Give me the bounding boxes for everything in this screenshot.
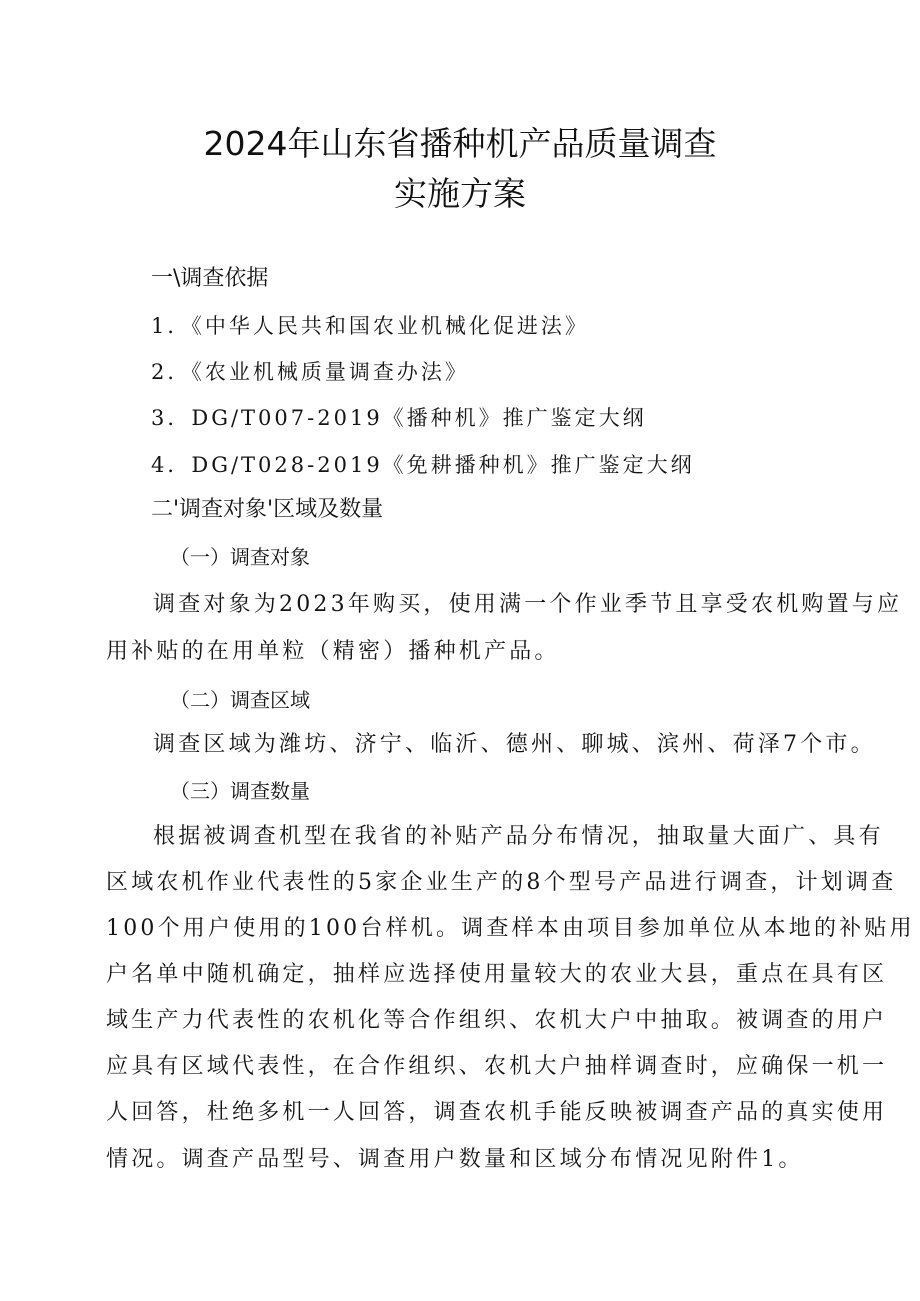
basis-item-3: 3．DG/T007-2019《播种机》推广鉴定大纲: [151, 406, 647, 430]
quantity-text-line: 100个用户使用的100台样机。调查样本由项目参加单位从本地的补贴用: [106, 916, 915, 941]
subsection-object-heading: （一）调查对象: [170, 545, 310, 569]
section1-heading: 一\调查依据: [151, 266, 269, 291]
document-title-line1: 2024年山东省播种机产品质量调查: [203, 124, 717, 163]
subsection-quantity-heading: （三）调查数量: [170, 779, 310, 803]
quantity-text-line: 区域农机作业代表性的5家企业生产的8个型号产品进行调查，计划调查: [106, 870, 897, 895]
quantity-text-line: 根据被调查机型在我省的补贴产品分布情况，抽取量大面广、具有: [153, 824, 884, 849]
document-title-line2: 实施方案: [394, 174, 526, 213]
quantity-text-line: 情况。调查产品型号、调查用户数量和区域分布情况见附件1。: [106, 1147, 804, 1172]
object-text-line: 用补贴的在用单粒（精密）播种机产品。: [106, 639, 560, 664]
basis-item-4: 4．DG/T028-2019《免耕播种机》推广鉴定大纲: [151, 453, 695, 477]
basis-item-1: 1．《中华人民共和国农业机械化促进法》: [151, 314, 589, 338]
basis-item-2: 2．《农业机械质量调查办法》: [151, 360, 469, 384]
quantity-text-line: 人回答，杜绝多机一人回答，调查农机手能反映被调查产品的真实使用: [106, 1100, 888, 1125]
object-text-line: 调查对象为2023年购买，使用满一个作业季节且享受农机购置与应: [153, 592, 903, 617]
section2-heading: 二'调查对象'区域及数量: [151, 497, 384, 522]
quantity-text-line: 户名单中随机确定，抽样应选择使用量较大的农业大县，重点在具有区: [106, 962, 888, 987]
subsection-region-heading: （二）调查区域: [170, 688, 310, 712]
quantity-text-line: 应具有区域代表性，在合作组织、农机大户抽样调查时，应确保一机一: [106, 1054, 888, 1079]
region-text-line: 调查区域为潍坊、济宁、临沂、德州、聊城、滨州、荷泽7个市。: [153, 732, 876, 757]
quantity-text-line: 域生产力代表性的农机化等合作组织、农机大户中抽取。被调查的用户: [106, 1008, 888, 1033]
